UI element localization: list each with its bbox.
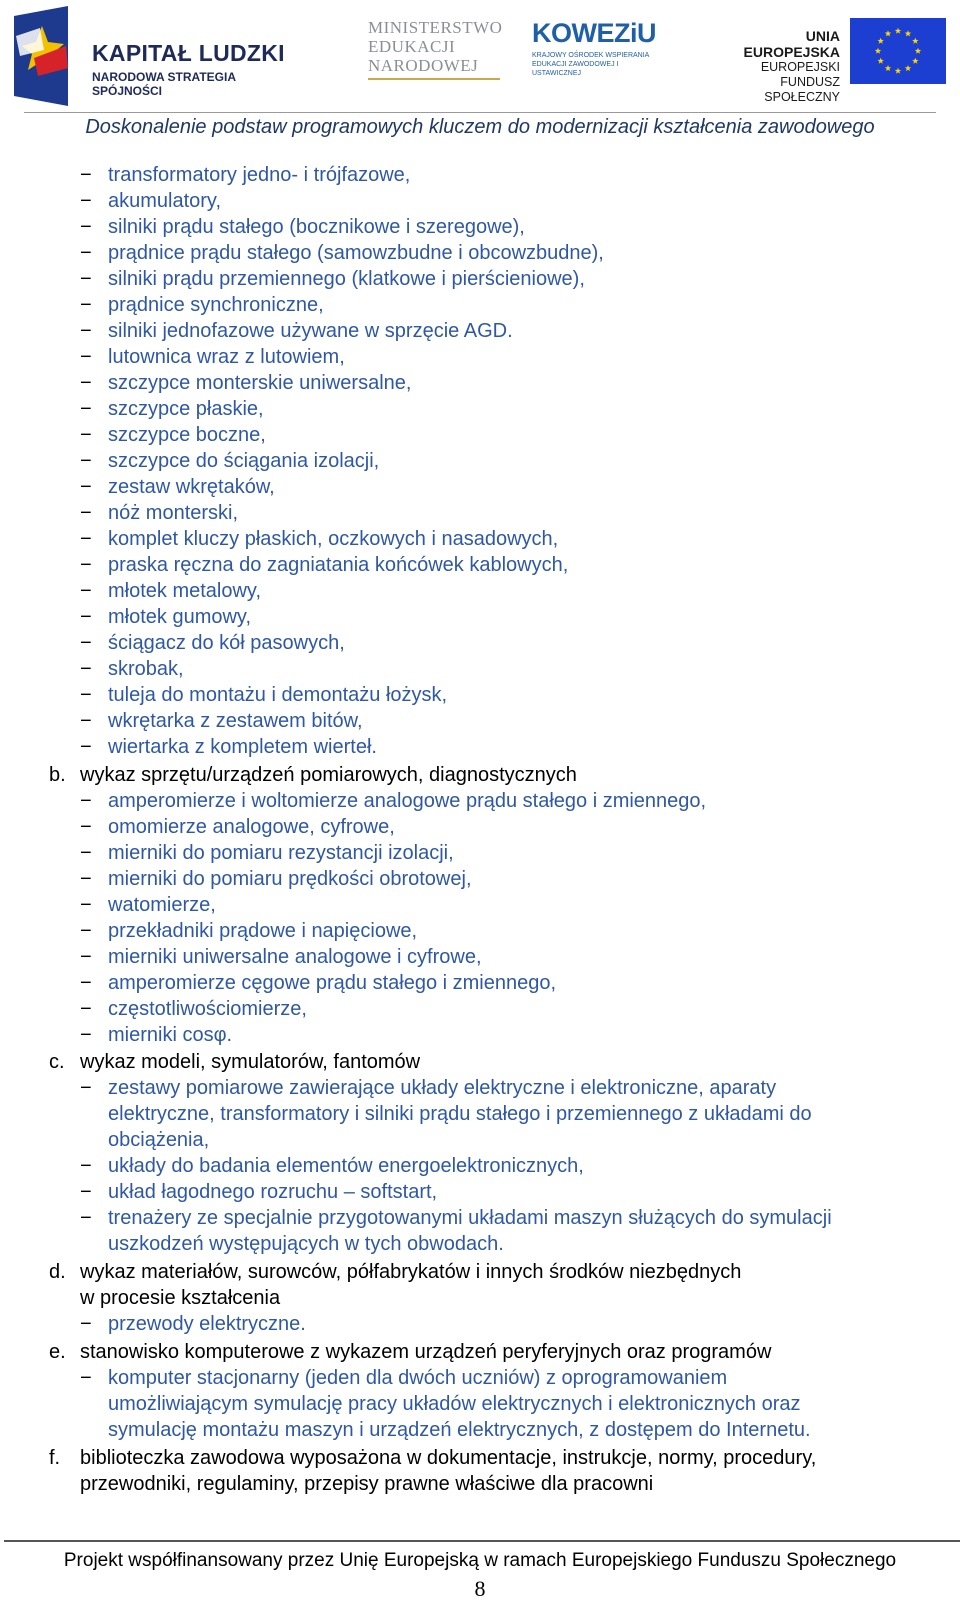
list-item: trenażery ze specjalnie przygotowanymi układami maszyn służących do symulacji <box>108 1207 832 1229</box>
list-dash: − <box>80 580 92 602</box>
running-title: Doskonalenie podstaw programowych kluczem do modernizacji kształcenia zawodowego <box>85 116 875 138</box>
list-item: akumulatory, <box>108 190 222 212</box>
list-item: szczypce monterskie uniwersalne, <box>108 372 412 394</box>
list-dash: − <box>80 894 92 916</box>
list-dash: − <box>80 658 92 680</box>
ministerstwo-bar <box>368 78 500 80</box>
section-letter: c. <box>49 1051 65 1073</box>
list-item: częstotliwościomierze, <box>108 998 307 1020</box>
list-dash: − <box>80 606 92 628</box>
list-dash: − <box>80 1077 92 1099</box>
list-item: amperomierze i woltomierze analogowe prądu stałego i zmiennego, <box>108 790 707 812</box>
section-heading: biblioteczka zawodowa wyposażona w dokumentacje, instrukcje, normy, procedury, <box>80 1447 817 1469</box>
list-dash: − <box>80 1024 92 1046</box>
koweziu-subtitle <box>532 51 652 78</box>
list-dash: − <box>80 1181 92 1203</box>
list-item: ściągacz do kół pasowych, <box>108 632 345 654</box>
ministerstwo-line: MINISTERSTWO <box>368 18 503 37</box>
list-dash: − <box>80 920 92 942</box>
list-item: układy do badania elementów energoelektronicznych, <box>108 1155 584 1177</box>
list-item: wiertarka z kompletem wierteł. <box>108 736 377 758</box>
list-dash: − <box>80 294 92 316</box>
section-heading: wykaz materiałów, surowców, półfabrykatów i innych środków niezbędnych <box>80 1261 742 1283</box>
section-heading: w procesie kształcenia <box>80 1287 281 1309</box>
section-letter: d. <box>49 1261 66 1283</box>
kapital-ludzki-logo <box>8 6 308 106</box>
list-item: praska ręczna do zagniatania końcówek kablowych, <box>108 554 569 576</box>
list-dash: − <box>80 164 92 186</box>
list-dash: − <box>80 1207 92 1229</box>
list-dash: − <box>80 320 92 342</box>
page-number: 8 <box>474 1576 486 1601</box>
ministerstwo-line: NARODOWEJ <box>368 56 479 75</box>
list-item: młotek metalowy, <box>108 580 262 602</box>
list-item: mierniki do pomiaru prędkości obrotowej, <box>108 868 472 890</box>
list-item: obciążenia, <box>108 1129 210 1151</box>
list-dash: − <box>80 190 92 212</box>
list-item: mierniki cosφ. <box>108 1024 233 1046</box>
koweziu-subtitle-line: EDUKACJI ZAWODOWEJ I USTAWICZNEJ <box>532 61 619 77</box>
list-item: młotek gumowy, <box>108 606 252 628</box>
list-item: mierniki do pomiaru rezystancji izolacji, <box>108 842 454 864</box>
koweziu-title: KOWEZiU <box>532 18 656 48</box>
list-dash: − <box>80 268 92 290</box>
list-dash: − <box>80 998 92 1020</box>
list-item: silniki prądu stałego (bocznikowe i szeregowe), <box>108 216 525 238</box>
list-dash: − <box>80 1367 92 1389</box>
koweziu-subtitle-line: KRAJOWY OŚRODEK WSPIERANIA <box>532 52 650 59</box>
list-item: zestaw wkrętaków, <box>108 476 275 498</box>
list-item: silniki jednofazowe używane w sprzęcie AGD. <box>108 320 513 342</box>
list-dash: − <box>80 1313 92 1335</box>
list-item: omomierze analogowe, cyfrowe, <box>108 816 395 838</box>
list-item: zestawy pomiarowe zawierające układy elektryczne i elektroniczne, aparaty <box>108 1077 777 1099</box>
section-letter: e. <box>49 1341 66 1363</box>
section-heading: wykaz sprzętu/urządzeń pomiarowych, diagnostycznych <box>80 764 577 786</box>
header-divider <box>24 112 936 113</box>
list-item: komplet kluczy płaskich, oczkowych i nasadowych, <box>108 528 559 550</box>
list-dash: − <box>80 476 92 498</box>
list-item: nóż monterski, <box>108 502 239 524</box>
list-item: lutownica wraz z lutowiem, <box>108 346 345 368</box>
list-dash: − <box>80 684 92 706</box>
ue-title: UNIA EUROPEJSKA <box>743 28 840 60</box>
list-dash: − <box>80 424 92 446</box>
list-item: skrobak, <box>108 658 184 680</box>
list-dash: − <box>80 216 92 238</box>
eu-flag-icon <box>850 18 946 84</box>
list-item: prądnice prądu stałego (samowzbudne i obcowzbudne), <box>108 242 604 264</box>
list-dash: − <box>80 528 92 550</box>
list-item: szczypce boczne, <box>108 424 266 446</box>
kapital-ludzki-star-icon <box>8 6 80 106</box>
unia-europejska-logo <box>708 18 948 104</box>
list-dash: − <box>80 346 92 368</box>
list-item: transformatory jedno- i trójfazowe, <box>108 164 411 186</box>
list-item: mierniki uniwersalne analogowe i cyfrowe, <box>108 946 482 968</box>
header-logos <box>0 0 960 112</box>
list-item: przewody elektryczne. <box>108 1313 306 1335</box>
list-dash: − <box>80 242 92 264</box>
list-item: przekładniki prądowe i napięciowe, <box>108 920 418 942</box>
list-dash: − <box>80 554 92 576</box>
list-item: układ łagodnego rozruchu – softstart, <box>108 1181 438 1203</box>
list-item: elektryczne, transformatory i silniki prądu stałego i przemiennego z układami do <box>108 1103 812 1125</box>
section-letter: f. <box>49 1447 61 1469</box>
list-dash: − <box>80 868 92 890</box>
list-item: komputer stacjonarny (jeden dla dwóch uczniów) z oprogramowaniem <box>108 1367 728 1389</box>
kapital-ludzki-subtitle: NARODOWA STRATEGIA SPÓJNOŚCI <box>92 70 236 98</box>
list-item: watomierze, <box>108 894 216 916</box>
list-dash: − <box>80 710 92 732</box>
list-item: amperomierze cęgowe prądu stałego i zmiennego, <box>108 972 557 994</box>
list-item: silniki prądu przemiennego (klatkowe i pierścieniowe), <box>108 268 585 290</box>
list-dash: − <box>80 398 92 420</box>
section-heading: stanowisko komputerowe z wykazem urządzeń peryferyjnych oraz programów <box>80 1341 772 1363</box>
ue-line: FUNDUSZ SPOŁECZNY <box>764 75 840 104</box>
list-item: uszkodzeń występujących w tych obwodach. <box>108 1233 504 1255</box>
list-dash: − <box>80 736 92 758</box>
list-item: tuleja do montażu i demontażu łożysk, <box>108 684 448 706</box>
list-dash: − <box>80 450 92 472</box>
list-dash: − <box>80 502 92 524</box>
list-item: symulację montażu maszyn i urządzeń elektrycznych, z dostępem do Internetu. <box>108 1419 811 1441</box>
section-heading: wykaz modeli, symulatorów, fantomów <box>80 1051 421 1073</box>
list-dash: − <box>80 842 92 864</box>
list-dash: − <box>80 816 92 838</box>
koweziu-logo <box>532 18 656 88</box>
list-item: szczypce płaskie, <box>108 398 264 420</box>
list-dash: − <box>80 1155 92 1177</box>
list-item: szczypce do ściągania izolacji, <box>108 450 380 472</box>
list-dash: − <box>80 632 92 654</box>
list-item: prądnice synchroniczne, <box>108 294 324 316</box>
footer-text: Projekt współfinansowany przez Unię Europejską w ramach Europejskiego Funduszu Społecznego <box>63 1550 897 1571</box>
list-dash: − <box>80 790 92 812</box>
kapital-ludzki-title: KAPITAŁ LUDZKI <box>92 40 285 66</box>
footer-divider <box>4 1540 960 1542</box>
ministerstwo-logo <box>368 18 518 88</box>
section-letter: b. <box>49 764 66 786</box>
ue-text <box>708 28 840 105</box>
list-item: wkrętarka z zestawem bitów, <box>108 710 363 732</box>
ministerstwo-line: EDUKACJI <box>368 37 456 56</box>
list-dash: − <box>80 972 92 994</box>
section-heading: przewodniki, regulaminy, przepisy prawne właściwe dla pracowni <box>80 1473 654 1495</box>
ue-line: EUROPEJSKI <box>760 60 840 74</box>
list-item: umożliwiającym symulację pracy układów elektrycznych i elektronicznych oraz <box>108 1393 801 1415</box>
list-dash: − <box>80 946 92 968</box>
list-dash: − <box>80 372 92 394</box>
